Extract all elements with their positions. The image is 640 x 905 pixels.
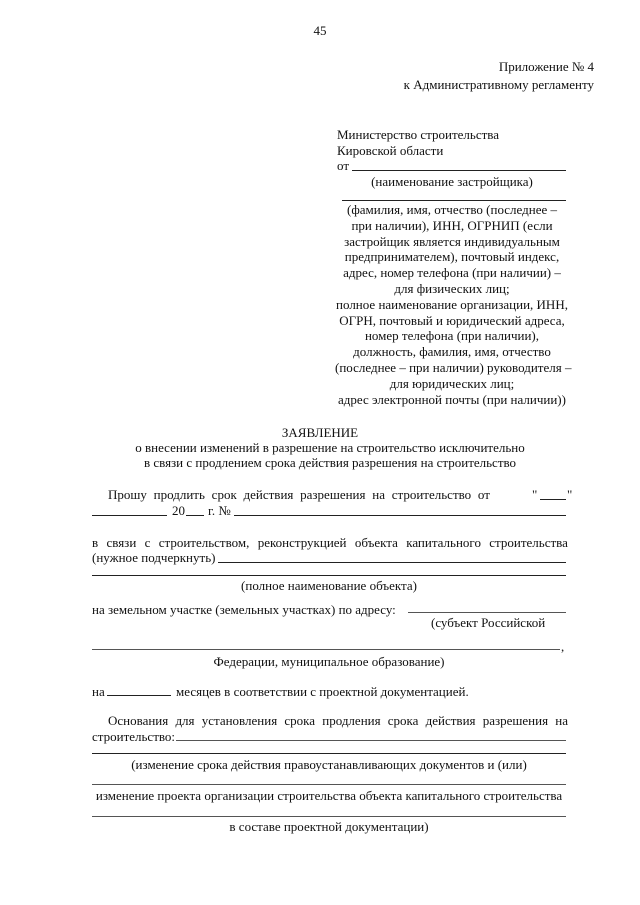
construction-colon: строительство: — [92, 729, 176, 744]
construction-type-field[interactable] — [218, 562, 566, 563]
permit-number-label: г. № — [208, 503, 231, 518]
appendix-regulation: к Административному регламенту — [403, 77, 594, 92]
change-caption-1: (изменение срока действия правоустанавливающих документов и (или) — [131, 757, 527, 772]
details-line: (последнее – при наличии) руководителя – — [335, 359, 572, 375]
region-line: Кировской области — [337, 143, 444, 158]
construction-word: связи — [106, 535, 137, 550]
request-word: от — [477, 487, 490, 502]
for-label: на — [92, 684, 105, 699]
details-line: для юридических лиц; — [389, 375, 515, 391]
developer-details-caption — [335, 202, 572, 407]
grounds-word: действия — [425, 713, 476, 728]
construction-word: в — [92, 535, 99, 550]
grounds-word: разрешения — [482, 713, 549, 728]
object-name-field[interactable] — [92, 575, 566, 576]
request-word: на — [372, 487, 385, 502]
details-line: ОГРН, почтовый и юридический адреса, — [339, 312, 565, 328]
request-word: действия — [243, 487, 294, 502]
months-text: месяцев в соответствии с проектной документацией. — [176, 684, 469, 699]
developer-caption: (наименование застройщика) — [371, 174, 533, 189]
grounds-field-4[interactable] — [92, 816, 566, 817]
subject-caption: (субъект Российской — [431, 615, 546, 630]
from-label: от — [337, 158, 350, 173]
appendix-number: Приложение № 4 — [498, 59, 594, 74]
details-line: адрес электронной почты (при наличии)) — [338, 391, 566, 407]
grounds-word: срока — [387, 713, 419, 728]
month-field[interactable] — [92, 515, 167, 516]
request-word: срок — [211, 487, 237, 502]
grounds-word: для — [175, 713, 195, 728]
land-plot-label: на земельном участке (земельных участках) по адресу: — [92, 602, 396, 617]
request-word: строительство — [391, 487, 472, 502]
day-field[interactable] — [540, 499, 566, 500]
change-caption-2: изменение проекта организации строительства объекта капитального строительства — [95, 788, 563, 803]
statement-subtitle-1: о внесении изменений в разрешение на строительство исключительно — [135, 440, 525, 455]
grounds-line — [108, 712, 568, 729]
grounds-field-1[interactable] — [176, 740, 566, 741]
year-prefix: 20 — [172, 503, 185, 518]
construction-word: капитального — [406, 535, 481, 550]
page-number: 45 — [313, 23, 327, 38]
construction-word: с — [144, 535, 151, 550]
details-line: застройщик является индивидуальным — [344, 233, 560, 249]
statement-subtitle-2: в связи с продлением срока действия разрешения на строительство — [143, 455, 517, 470]
subject-field[interactable] — [408, 612, 566, 613]
details-line: полное наименование организации, ИНН, — [336, 296, 568, 312]
quote-open: " — [532, 487, 538, 502]
request-word: продлить — [153, 487, 205, 502]
grounds-word: продления — [322, 713, 381, 728]
municipality-field[interactable] — [92, 649, 560, 650]
details-line: адрес, номер телефона (при наличии) – — [343, 265, 561, 281]
details-line: предпринимателем), почтовый индекс, — [344, 249, 560, 265]
ministry-line: Министерство строительства — [337, 127, 500, 142]
request-line — [108, 486, 490, 503]
grounds-field-2[interactable] — [92, 753, 566, 754]
federation-caption: Федерации, муниципальное образование) — [213, 654, 445, 669]
address-comma: , — [561, 639, 565, 654]
details-line: должность, фамилия, имя, отчество — [353, 344, 551, 360]
underline-note: (нужное подчеркнуть) — [92, 550, 216, 565]
request-word: Прошу — [108, 487, 147, 502]
construction-word: строительства — [489, 535, 568, 550]
grounds-field-3[interactable] — [92, 784, 566, 785]
grounds-word: срока — [284, 713, 316, 728]
details-line: при наличии), ИНН, ОГРНИП (если — [351, 217, 553, 233]
quote-close: " — [567, 487, 573, 502]
construction-word: реконструкцией — [257, 535, 347, 550]
change-caption-3: в составе проектной документации) — [229, 819, 429, 834]
details-line: номер телефона (при наличии), — [364, 328, 540, 344]
construction-word: строительством, — [158, 535, 250, 550]
grounds-word: Основания — [108, 713, 169, 728]
grounds-word: установления — [201, 713, 278, 728]
developer-details-field[interactable] — [342, 200, 566, 201]
statement-title: ЗАЯВЛЕНИЕ — [281, 425, 359, 440]
year-field[interactable] — [186, 515, 204, 516]
object-caption: (полное наименование объекта) — [241, 578, 417, 593]
permit-number-field[interactable] — [234, 515, 566, 516]
details-line: для физических лиц; — [394, 280, 510, 296]
construction-word: объекта — [354, 535, 398, 550]
details-line: (фамилия, имя, отчество (последнее – — [346, 202, 557, 217]
request-word: разрешения — [300, 487, 366, 502]
developer-name-field[interactable] — [352, 170, 566, 171]
grounds-word: на — [555, 713, 568, 728]
months-field[interactable] — [107, 695, 171, 696]
